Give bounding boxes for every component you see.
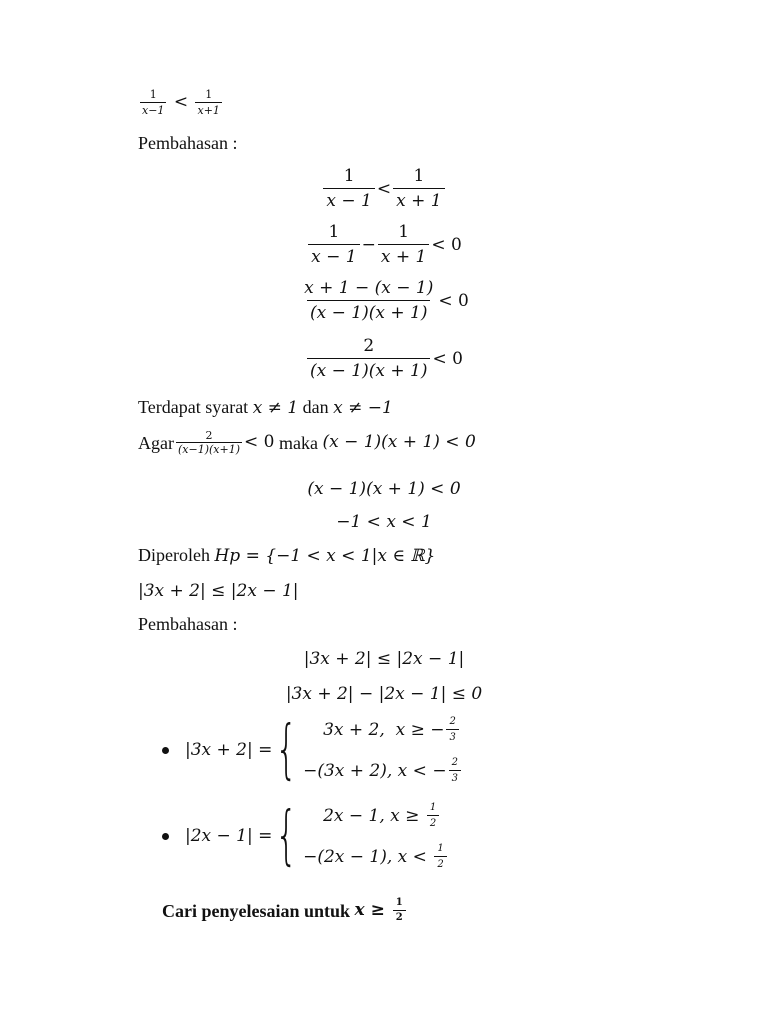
bullet-icon (162, 833, 169, 840)
equation-step-5: (x − 1)(x + 1) < 0 (307, 479, 461, 499)
equation-step-3: $\frac{x + 1 - (x - 1)}{(x - 1)(x + 1)}$ < 0 (304, 278, 469, 323)
fraction: $\frac{2}{(x-1)(x+1)}$ (177, 429, 240, 456)
pembahasan-label: Pembahasan : (138, 133, 238, 153)
solution-set-line: Diperoleh Hp = {−1 < x < 1|x ∈ ℝ} (138, 545, 436, 566)
equation-step-4: $\frac{2}{(x - 1)(x + 1)}$ < 0 (0, 336, 768, 381)
piecewise-case-1: |3x + 2| = { 3x + 2, x ≥ − $\frac{2}{3}$ −(3x + 2), x < − $\frac{2}{3}$ (162, 716, 463, 784)
equation-step-1: $\frac{1}{x - 1}$ < $\frac{1}{x + 1}$ (0, 166, 768, 211)
problem-2-statement: |3x + 2| ≤ |2x − 1| (138, 581, 299, 601)
left-brace-icon: { (275, 799, 298, 873)
equation-step-7: |3x + 2| ≤ |2x − 1| (303, 649, 465, 669)
equation-step-2: $\frac{1}{x - 1}$ − $\frac{1}{x + 1}$ < 0 (0, 222, 768, 267)
fraction: $\frac{1}{x-1}$ (142, 88, 165, 117)
left-brace-icon: { (275, 713, 298, 787)
piecewise-case-2: |2x − 1| = { 2x − 1, x ≥ $\frac{1}{2}$ −(2x − 1), x < $\frac{1}{2}$ (162, 802, 449, 870)
cari-heading: Cari penyelesaian untuk x ≥ $\frac{1}{2}$ (162, 898, 408, 923)
equation-step-6: −1 < x < 1 (336, 512, 432, 532)
equation-step-8: |3x + 2| − |2x − 1| ≤ 0 (285, 684, 483, 704)
bullet-icon (162, 747, 169, 754)
agar-line: Agar $\frac{2}{(x-1)(x+1)}$ < 0 maka (x − 1)(x + 1) < 0 (138, 429, 476, 456)
pembahasan-label-2: Pembahasan : (138, 614, 238, 634)
fraction: $\frac{1}{x+1}$ (197, 88, 220, 117)
problem-1-statement: $\frac{1}{x-1}$ < $\frac{1}{x+1}$ (138, 88, 224, 117)
syarat-line: Terdapat syarat x ≠ 1 dan x ≠ −1 (138, 397, 393, 418)
